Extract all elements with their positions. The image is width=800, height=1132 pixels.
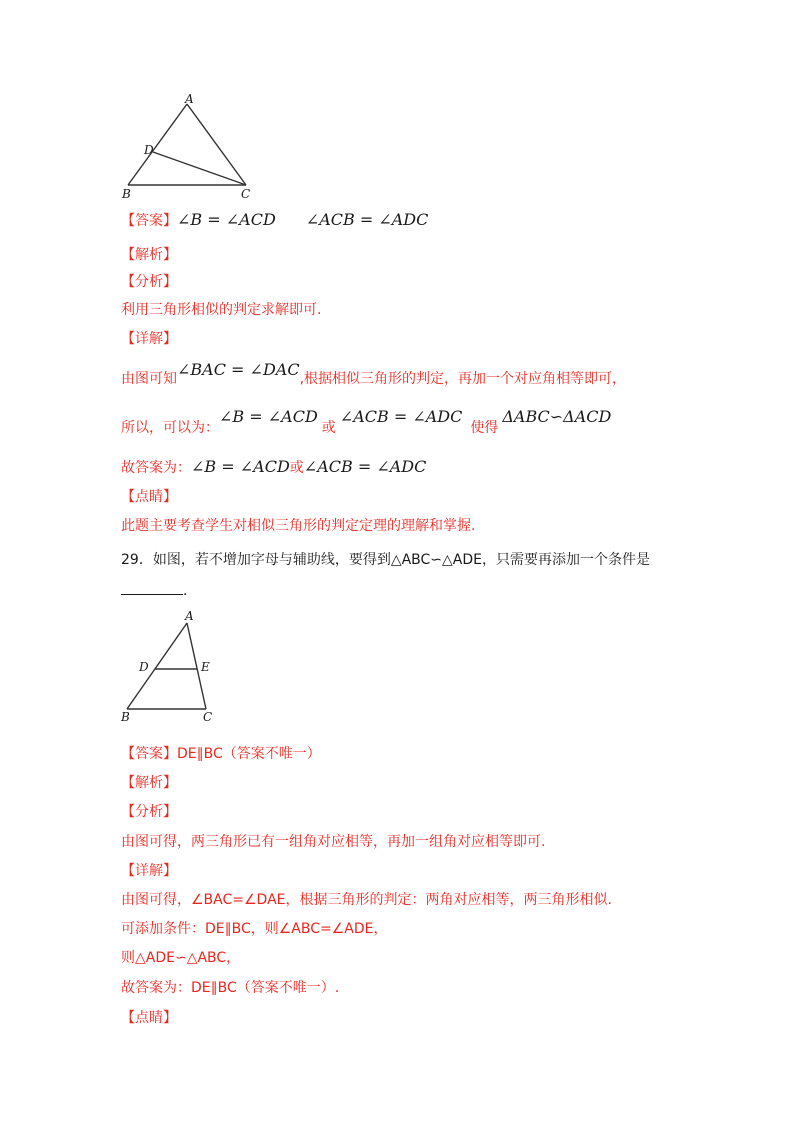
q28-final-math2: ∠ACB = ∠ADC (303, 457, 427, 476)
q28-final-or: 或 (289, 460, 304, 476)
label-e-2: E (201, 660, 210, 674)
q29-detail-3: 则△ADE∽△ABC， (121, 950, 241, 966)
q28-analysis-tag: 【解析】 (121, 247, 177, 263)
q28-detail-tag: 【详解】 (121, 331, 177, 347)
side-ab-2 (127, 623, 187, 709)
segment-dc (153, 152, 246, 185)
q29-blank-end: . (183, 583, 188, 599)
q29-detail-2: 可添加条件：DE∥BC，则∠ABC=∠ADE， (121, 921, 388, 937)
q28-detail1-math: ∠BAC = ∠DAC (177, 360, 300, 379)
label-b: B (122, 187, 131, 201)
q29-answer-blank (121, 580, 183, 595)
q29-dianjing-tag: 【点睛】 (121, 1010, 177, 1026)
q28-detail1-pre: 由图可知 (121, 371, 177, 387)
label-c-2: C (203, 710, 213, 724)
q29-fenxi-tag: 【分析】 (121, 804, 177, 820)
q29-question: 29．如图，若不增加字母与辅助线，要得到△ABC∽△ADE，只需要再添加一个条件是 (121, 552, 650, 568)
label-c: C (241, 187, 251, 201)
q28-detail-line-2 (121, 407, 612, 436)
q29-answer-text: DE∥BC（答案不唯一） (177, 746, 321, 762)
label-d-2: D (139, 660, 149, 674)
q28-detail-line-1 (121, 360, 627, 387)
q29-blank-line (121, 580, 187, 601)
q28-detail2-or: 或 (321, 420, 336, 436)
side-ac (187, 104, 246, 185)
q29-detail-1: 由图可得，∠BAC=∠DAE，根据三角形的判定：两角对应相等，两三角形相似. (121, 892, 612, 908)
q29-detail-tag: 【详解】 (121, 863, 177, 879)
q28-detail2-math2: ∠ACB = ∠ADC (339, 407, 463, 426)
q28-fenxi-tag: 【分析】 (121, 274, 177, 290)
label-b-2: B (121, 710, 130, 724)
q29-detail-4: 故答案为：DE∥BC（答案不唯一）. (121, 980, 340, 996)
q28-dianjing-tag: 【点睛】 (121, 489, 177, 505)
q28-final-math1: ∠B = ∠ACD (191, 457, 290, 476)
q29-analysis-tag: 【解析】 (121, 775, 177, 791)
q28-answer-tag: 【答案】 (121, 213, 177, 229)
side-ab (128, 104, 187, 185)
label-a-2: A (185, 609, 194, 623)
q28-final-line (121, 457, 426, 478)
q28-answer-line (121, 210, 428, 231)
q28-detail1-post: ,根据相似三角形的判定，再加一个对应角相等即可， (299, 371, 627, 387)
label-d: D (144, 143, 154, 157)
q28-detail2-math1: ∠B = ∠ACD (219, 407, 318, 426)
triangle-figure-2 (115, 605, 225, 727)
q28-detail2-make: 使得 (470, 420, 499, 436)
label-a: A (185, 92, 194, 106)
q28-answer-math2: ∠ACB = ∠ADC (305, 210, 429, 229)
q28-detail2-math3: ΔABC∽ΔACD (502, 407, 612, 426)
q29-answer-line (121, 744, 321, 764)
q28-dianjing-text: 此题主要考查学生对相似三角形的判定定理的理解和掌握. (121, 518, 476, 534)
q28-fenxi-text: 利用三角形相似的判定求解即可. (121, 302, 322, 318)
q28-answer-math1: ∠B = ∠ACD (177, 210, 276, 229)
q29-fenxi-text: 由图可得，两三角形已有一组角对应相等，再加一组角对应相等即可. (121, 834, 546, 850)
q29-answer-tag: 【答案】 (121, 746, 177, 762)
q28-detail2-pre: 所以，可以为： (121, 420, 219, 436)
triangle-figure-1 (115, 92, 275, 204)
q28-final-pre: 故答案为： (121, 460, 191, 476)
